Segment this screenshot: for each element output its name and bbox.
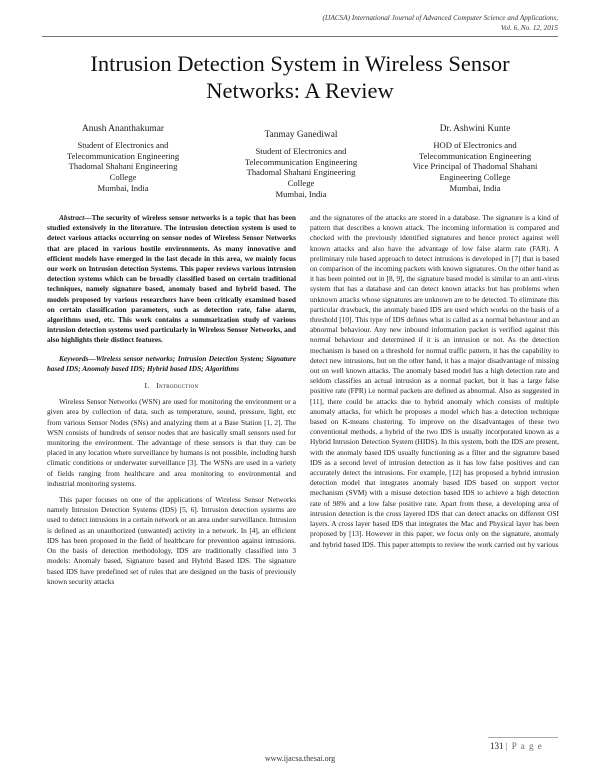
- header-divider: [42, 36, 558, 37]
- author-block-1: [34, 124, 212, 194]
- author-affiliation-line: College: [109, 172, 137, 183]
- body-paragraph: This paper focuses on one of the applications of Wireless Sensor Networks namely Intrusion Detection Systems (IDS) [5, 6]. Intrusion detection systems are used to detect intrusions in a certain network or an area under surveillance. Intrusion is defined as an unauthorized (unwanted) activity in a network. In [4], an efficient IDS has been proposed in the field of healthcare for prevention against intrusions. On the basis of detection methodology, IDS are traditionally classified into 3 models: Anomaly based, Signature based and Hybrid Based IDS. The signature based IDS have predefined set of rules that are designed on the basis of previously known security attacks: [47, 495, 296, 586]
- author-affiliation-line: Telecommunication Engineering: [418, 150, 532, 161]
- author-affiliation-line: Telecommunication Engineering: [244, 156, 358, 167]
- author-affiliation-line: Student of Electronics and: [255, 145, 347, 156]
- keywords: Keywords—Wireless sensor networks; Intrusion Detection System; Signature based IDS; Anomaly based IDS; Hybrid based IDS; Algorithms: [47, 353, 296, 373]
- author-location: Mumbai, India: [449, 182, 501, 193]
- author-name: Tanmay Ganediwal: [264, 130, 338, 140]
- page-label: | P a g e: [505, 741, 543, 751]
- section-heading: [47, 381, 296, 391]
- journal-header: [138, 14, 558, 33]
- page-number-value: 131: [490, 741, 504, 751]
- abstract-text: The security of wireless sensor networks is a topic that has been studied extensively in the literature. The intrusion detection system is used to detect various attacks occurring on sensor nodes of Wireless Sensor Networks that are placed in various hostile environments. As many innovative and efficient models have emerged in the last decade in this area, we mainly focus our work on Intrusion detection Systems. This paper reviews various intrusion detection systems which can be broadly classified based on certain traditional techniques, namely signature based, anomaly based and hybrid based. The models proposed by various researchers have been critically examined based on certain classification parameters, such as detection rate, false alarm, algorithms used, etc. This work contains a summarization study of various intrusion detection systems used particularly in Wireless Sensor Networks, and also highlights their distinct features.: [47, 213, 296, 345]
- abstract: [47, 213, 296, 346]
- journal-name: (IJACSA) International Journal of Advanced Computer Science and Applications,: [322, 14, 558, 22]
- author-block-2: [212, 130, 390, 200]
- author-block-3: [386, 124, 564, 194]
- right-column: [310, 213, 559, 550]
- section-title: Introduction: [156, 381, 199, 391]
- author-affiliation-line: Vice Principal of Thadomal Shahani: [412, 161, 538, 172]
- author-affiliation-line: Telecommunication Engineering: [66, 150, 180, 161]
- author-affiliation-line: Student of Electronics and: [77, 139, 169, 150]
- abstract-lead: Abstract—: [59, 213, 92, 222]
- title-line-1: Intrusion Detection System in Wireless Sensor: [90, 51, 510, 76]
- author-affiliation-line: Thadomal Shahani Engineering: [246, 167, 356, 178]
- author-name: Anush Ananthakumar: [81, 124, 165, 134]
- author-location: Mumbai, India: [275, 188, 327, 199]
- author-affiliation-line: HOD of Electronics and: [433, 139, 517, 150]
- body-paragraph: Wireless Sensor Networks (WSN) are used for monitoring the environment or a given area by collection of data, such as temperature, sound, pressure, light, etc from various Sensor Nodes (SNs) and analyzing them at a Base Station [1, 2]. The WSN consists of hundreds of sensor nodes that are basically small sensors used for monitoring the environment. The advantage of these sensors is that they can be placed in any location where surveillance by humans is not possible, including harsh climatic conditions or underwater surveillance [3]. The WSNs are used in a variety of fields ranging from healthcare and area monitoring to environmental and industrial monitoring systems.: [47, 397, 296, 488]
- author-location: Mumbai, India: [97, 182, 149, 193]
- journal-volume: Vol. 6, No. 12, 2015: [500, 23, 558, 32]
- author-affiliation-line: Thadomal Shahani Engineering: [68, 161, 178, 172]
- title-line-2: Networks: A Review: [206, 78, 394, 103]
- footer-divider: [488, 737, 558, 738]
- author-affiliation-line: College: [287, 178, 315, 189]
- body-paragraph: and the signatures of the attacks are stored in a database. The signature is a kind of pattern that describes a known attack. The incoming information is compared and checked with the previously identified signatures and hence protect against well known attacks and also have the advantage of low false alarm rate (FAR). A preliminary rule based approach to detect intrusions is developed in [7] that is based on comparison of the incoming packets with known signatures. On the other hand as it has been pointed out in [8, 9], the signature based model is similar to an anti-virus system that has a database and can detect known attacks but has problems when unknown attacks whose signatures are unknown are to be detected. To eliminate this particular drawback, the anomaly based IDS are used which works on the basis of a threshold [10]. This type of IDS defines what is called as a normal behaviour and an abnormal behaviour. Any new inbound information packet is verified against this normal behaviour and determined if it is an intrusion or not. As the detection mechanism is based on a threshold for normal traffic pattern, it has the capability to detect new intrusions, but on the other hand, it has a major disadvantage of missing out on well known attacks. The anomaly based model has a high detection rate and seldom classifies an actual intrusion as a normal packet, but it has a large false positive rate (FPR) i.e normal packets are defined as abnormal. Also as suggested in [11], there could be attacks due to hybrid anomaly which consists of multiple anomaly attacks, for which he proposes a model which has a detection technique based on K-means clustering. To improve on the disadvantages of these two conventional methods, a hybrid of the two IDS is usually incorporated known as a Hybrid Intrusion Detection System (HIDS). In this system, both the IDS are present, with the anomaly based IDS usually functioning as a filter and the signature based IDS as a second level of intrusion detection as it has low false positives and can accurately detect the intrusions. For example, [12] has proposed a hybrid intrusion detection model that integrates anomaly based IDS based on support vector mechanism (SVM) with a misuse detection based IDS to achieve a high detection rate of 98% and a low false positive rate. Apart from these, a developing area of intrusion detection is the cross layered IDS that can detect attacks on different OSI layers. A cross layer based IDS that integrates the Mac and Physical layer has been proposed by [13]. However in this paper, we focus only on the signature, anomaly and hybrid based IDS. This paper attempts to review the work carried out by various: [310, 213, 559, 549]
- section-number: I.: [144, 381, 150, 391]
- journal-url[interactable]: www.ijacsa.thesai.org: [264, 754, 336, 763]
- author-affiliation-line: Engineering College: [439, 172, 511, 183]
- left-column: [47, 213, 296, 587]
- page-number: [490, 741, 543, 751]
- paper-title: [60, 50, 540, 104]
- author-name: Dr. Ashwini Kunte: [439, 124, 511, 134]
